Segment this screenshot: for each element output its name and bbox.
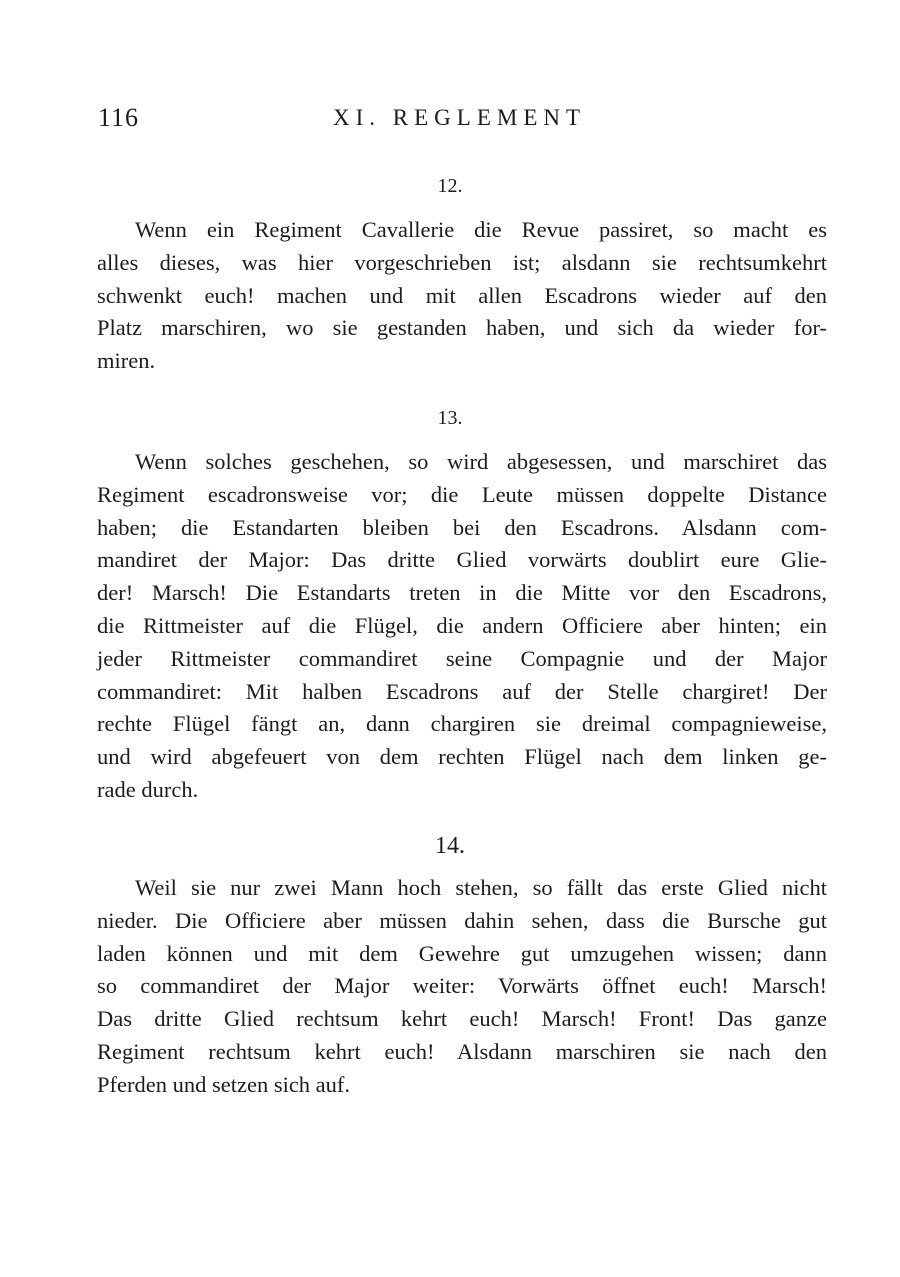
text-line: Wenn solches geschehen, so wird abgesessen, und marschiret das [135, 449, 827, 474]
text-line: commandiret: Mit halben Escadrons auf der Stelle chargiret! Der [97, 678, 827, 704]
text-line: so commandiret der Major weiter: Vorwärts öffnet euch! Marsch! [97, 973, 827, 999]
text-line: Pferden und setzen sich auf. [97, 1071, 351, 1097]
text-line: jeder Rittmeister commandiret seine Compagnie und der Major [97, 645, 827, 671]
section-13-paragraph [97, 446, 827, 807]
text-line: mandiret der Major: Das dritte Glied vorwärts doublirt eure Glie- [97, 547, 827, 573]
text-line: laden können und mit dem Gewehre gut umzugehen wissen; dann [97, 940, 827, 966]
text-line: rechte Flügel fängt an, dann chargiren sie dreimal compagnieweise, [97, 711, 827, 737]
section-number-13: 13. [437, 407, 463, 429]
text-line: Weil sie nur zwei Mann hoch stehen, so fällt das erste Glied nicht [135, 875, 827, 900]
text-line: haben; die Estandarten bleiben bei den Escadrons. Alsdann com- [97, 514, 827, 540]
text-line: schwenkt euch! machen und mit allen Escadrons wieder auf den [97, 282, 827, 308]
section-number-12: 12. [437, 175, 463, 197]
text-line: Regiment escadronsweise vor; die Leute müssen doppelte Distance [97, 481, 827, 507]
text-line: die Rittmeister auf die Flügel, die andern Officiere aber hinten; ein [97, 612, 827, 638]
section-14-paragraph [97, 872, 827, 1102]
page-number: 116 [98, 103, 140, 132]
text-line: Regiment rechtsum kehrt euch! Alsdann marschiren sie nach den [97, 1038, 827, 1064]
section-number-14: 14. [435, 833, 465, 859]
text-line: miren. [97, 348, 156, 374]
text-line: nieder. Die Officiere aber müssen dahin sehen, dass die Bursche gut [97, 907, 827, 933]
text-line: der! Marsch! Die Estandarts treten in die Mitte vor den Escadrons, [97, 580, 827, 606]
text-line: und wird abgefeuert von dem rechten Flügel nach dem linken ge- [97, 744, 827, 770]
running-title: XI. REGLEMENT [333, 105, 587, 130]
text-line: Platz marschiren, wo sie gestanden haben, und sich da wieder for- [97, 315, 827, 341]
text-line: Das dritte Glied rechtsum kehrt euch! Marsch! Front! Das ganze [97, 1006, 827, 1032]
text-line: alles dieses, was hier vorgeschrieben ist; alsdann sie rechtsumkehrt [97, 249, 827, 275]
running-head [98, 100, 828, 136]
text-line: rade durch. [97, 776, 199, 802]
section-12-paragraph [97, 214, 827, 378]
text-line: Wenn ein Regiment Cavallerie die Revue passiret, so macht es [135, 217, 827, 242]
